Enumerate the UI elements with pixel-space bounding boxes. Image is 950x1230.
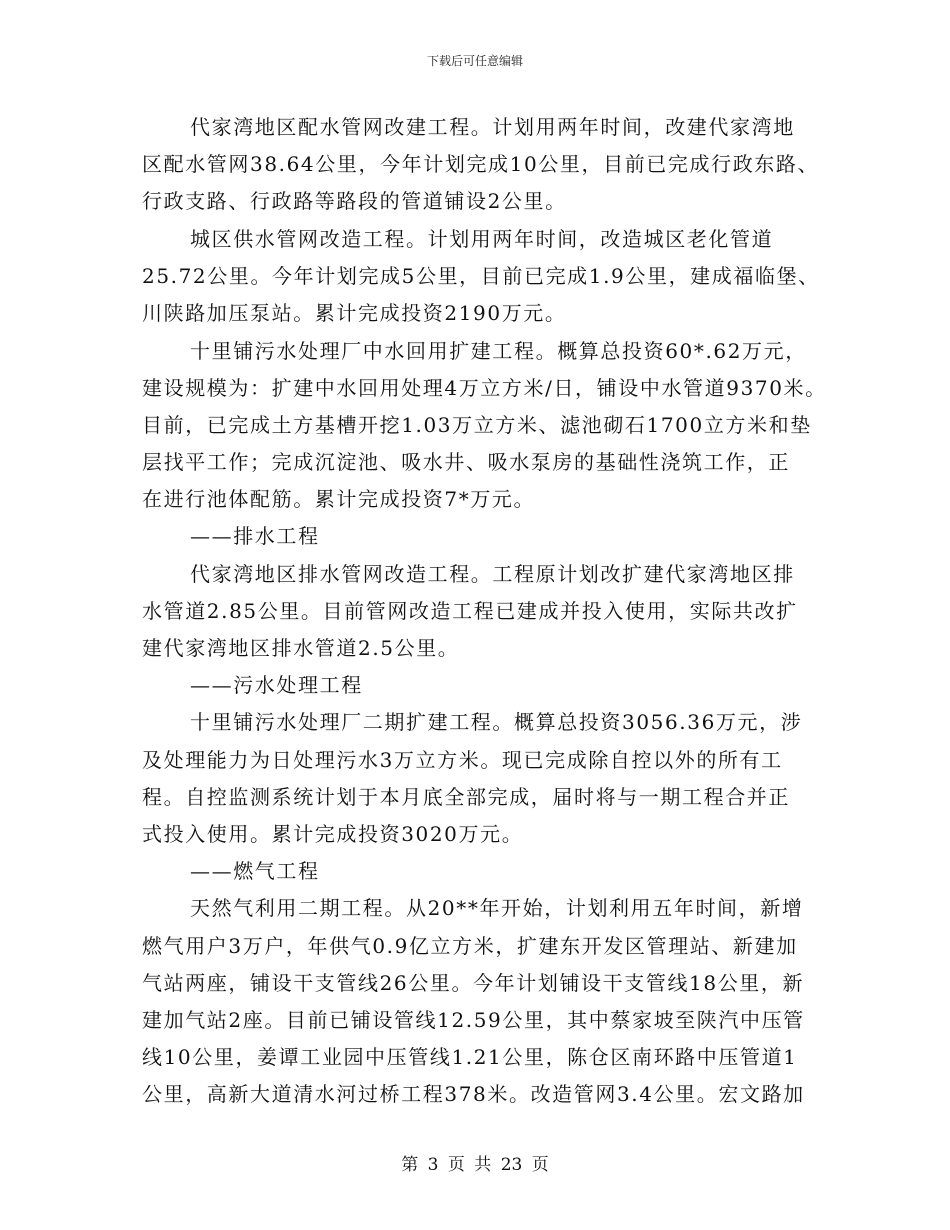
paragraph-line: 25.72公里。今年计划完成5公里，目前已完成1.9公里，建成福临堡、 [142, 264, 820, 288]
paragraph-line: 代家湾地区排水管网改造工程。工程原计划改扩建代家湾地区排 [190, 562, 795, 586]
paragraph-line: 在进行池体配筋。累计完成投资7*万元。 [142, 487, 536, 511]
paragraph-line: 区配水管网38.64公里，今年计划完成10公里，目前已完成行政东路、 [142, 152, 820, 176]
paragraph-line: 及处理能力为日处理污水3万立方米。现已完成除自控以外的所有工 [142, 748, 783, 772]
paragraph-line: 十里铺污水处理厂二期扩建工程。概算总投资3056.36万元，涉 [190, 710, 803, 734]
paragraph-line: 目前，已完成土方基槽开挖1.03万立方米、滤池砌石1700立方米和垫 [142, 413, 812, 437]
paragraph-line: 建加气站2座。目前已铺设管线12.59公里，其中蔡家坡至陕汽中压管 [142, 1008, 805, 1032]
paragraph-line: 层找平工作；完成沉淀池、吸水井、吸水泵房的基础性浇筑工作，正 [142, 450, 790, 474]
paragraph-line: 代家湾地区配水管网改建工程。计划用两年时间，改建代家湾地 [190, 115, 795, 139]
paragraph-line: 气站两座，铺设干支管线26公里。今年计划铺设干支管线18公里，新 [142, 971, 805, 995]
section-heading: ——排水工程 [190, 524, 320, 548]
paragraph-line: 式投入使用。累计完成投资3020万元。 [142, 822, 524, 846]
paragraph-line: 线10公里，姜谭工业园中压管线1.21公里，陈仓区南环路中压管道1 [142, 1045, 798, 1069]
paragraph-line: 十里铺污水处理厂中水回用扩建工程。概算总投资60*.62万元， [190, 339, 807, 363]
paragraph-line: 建代家湾地区排水管道2.5公里。 [142, 636, 460, 660]
paragraph-line: 燃气用户3万户，年供气0.9亿立方米，扩建东开发区管理站、新建加 [142, 934, 798, 958]
page-footer: 第 3 页 共 23 页 [401, 1155, 549, 1175]
paragraph-line: 公里，高新大道清水河过桥工程378米。改造管网3.4公里。宏文路加 [142, 1082, 805, 1106]
paragraph-line: 行政支路、行政路等路段的管道铺设2公里。 [142, 189, 567, 213]
page-header: 下载后可任意编辑 [426, 54, 523, 68]
section-heading: ——燃气工程 [190, 859, 320, 883]
paragraph-line: 城区供水管网改造工程。计划用两年时间，改造城区老化管道 [190, 227, 774, 251]
paragraph-line: 水管道2.85公里。目前管网改造工程已建成并投入使用，实际共改扩 [142, 599, 798, 623]
paragraph-line: 天然气利用二期工程。从20**年开始，计划利用五年时间，新增 [190, 896, 804, 920]
paragraph-line: 程。自控监测系统计划于本月底全部完成，届时将与一期工程合并正 [142, 785, 790, 809]
section-heading: ——污水处理工程 [190, 673, 363, 697]
paragraph-line: 川陕路加压泵站。累计完成投资2190万元。 [142, 301, 567, 325]
paragraph-line: 建设规模为：扩建中水回用处理4万立方米/日，铺设中水管道9370米。 [142, 376, 827, 400]
